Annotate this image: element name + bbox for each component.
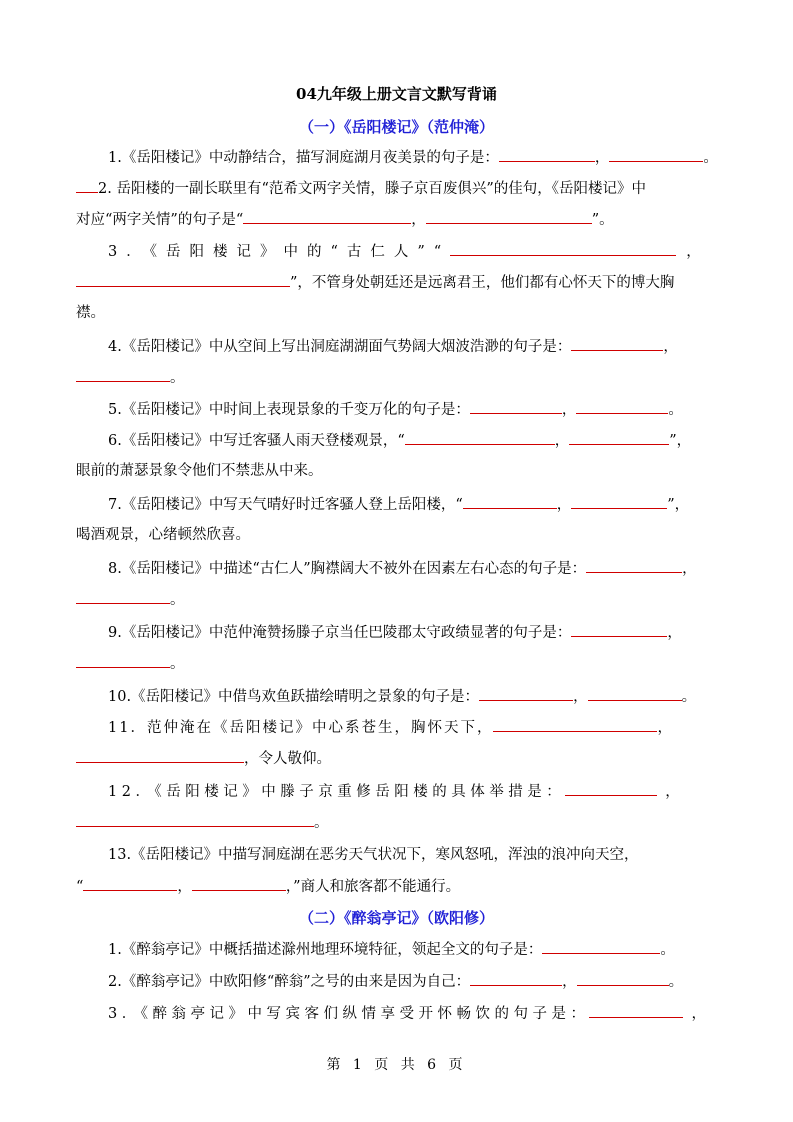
answer-blank[interactable] <box>76 748 244 763</box>
answer-blank[interactable] <box>470 399 562 414</box>
question-6: 6.《岳阳楼记》中写迁客骚人雨天登楼观景，“ ， ”， <box>108 430 716 451</box>
question-8-cont: 。 <box>76 589 716 610</box>
answer-blank[interactable] <box>470 971 562 986</box>
answer-blank[interactable] <box>493 717 657 732</box>
question-2-1: 1.《醉翁亭记》中概括描述滁州地理环境特征，领起全文的句子是： 。 <box>108 939 716 960</box>
answer-blank[interactable] <box>243 209 411 224</box>
answer-blank[interactable] <box>542 939 660 954</box>
question-2: 2. 岳阳楼的一副长联里有“范希文两字关情，滕子京百废俱兴”的佳句，《岳阳楼记》中 <box>76 178 716 199</box>
answer-blank[interactable] <box>83 876 177 891</box>
answer-blank[interactable] <box>586 558 682 573</box>
answer-blank[interactable] <box>565 781 657 796</box>
answer-blank[interactable] <box>479 686 573 701</box>
question-4: 4.《岳阳楼记》中从空间上写出洞庭湖湖面气势阔大烟波浩渺的句子是： ， <box>108 336 716 357</box>
answer-blank[interactable] <box>76 367 170 382</box>
question-7: 7.《岳阳楼记》中写天气晴好时迁客骚人登上岳阳楼，“ ， ”， <box>108 494 716 515</box>
question-3: 3．《岳阳楼记》中的“古仁人”“ ， <box>108 241 716 262</box>
question-12-cont: 。 <box>76 812 716 833</box>
answer-blank[interactable] <box>76 653 170 668</box>
page-footer: 第 1 页 共 6 页 <box>326 1057 467 1073</box>
question-2-3: 3．《醉翁亭记》中写宾客们纵情享受开怀畅饮的句子是： ， <box>108 1003 716 1024</box>
answer-blank[interactable] <box>76 272 290 287</box>
section-heading-1: （一）《岳阳楼记》（范仲淹） <box>298 118 494 136</box>
question-11: 11．范仲淹在《岳阳楼记》中心系苍生，胸怀天下， ， <box>108 717 716 738</box>
question-12: 12．《岳阳楼记》中滕子京重修岳阳楼的具体举措是： ， <box>108 781 716 802</box>
question-5: 5.《岳阳楼记》中时间上表现景象的千变万化的句子是： ， 。 <box>108 399 716 420</box>
answer-blank[interactable] <box>571 622 667 637</box>
question-11-cont: ，令人敬仰。 <box>76 748 716 769</box>
question-3-cont: ”，不管身处朝廷还是远离君王，他们都有心怀天下的博大胸 <box>76 272 716 293</box>
page-title: 04九年级上册文言文默写背诵 <box>296 85 497 103</box>
question-2-cont: 对应“两字关情”的句子是“ ， ”。 <box>76 209 716 230</box>
answer-blank[interactable] <box>569 430 669 445</box>
section-heading-2: （二）《醉翁亭记》（欧阳修） <box>298 909 494 927</box>
question-4-cont: 。 <box>76 367 716 388</box>
question-7-cont: 喝酒观景，心绪顿然欣喜。 <box>76 527 250 543</box>
question-3-end: 襟。 <box>76 305 105 321</box>
answer-blank[interactable] <box>463 494 557 509</box>
answer-blank[interactable] <box>76 812 314 827</box>
answer-blank[interactable] <box>589 1003 683 1018</box>
question-8: 8.《岳阳楼记》中描述“古仁人”胸襟阔大不被外在因素左右心态的句子是： ， <box>108 558 716 579</box>
question-13-cont: “ ， ，”商人和旅客都不能通行。 <box>76 876 716 897</box>
answer-blank[interactable] <box>426 209 592 224</box>
question-9-cont: 。 <box>76 653 716 674</box>
question-6-cont: 眼前的萧瑟景象令他们不禁悲从中来。 <box>76 463 323 479</box>
answer-blank[interactable] <box>571 336 663 351</box>
question-9: 9.《岳阳楼记》中范仲淹赞扬滕子京当任巴陵郡太守政绩显著的句子是： ， <box>108 622 716 643</box>
answer-blank[interactable] <box>571 494 667 509</box>
question-13: 13.《岳阳楼记》中描写洞庭湖在恶劣天气状况下，寒风怒吼，浑浊的浪冲向天空， <box>108 847 639 863</box>
answer-blank[interactable] <box>609 147 703 162</box>
answer-blank[interactable] <box>588 686 682 701</box>
answer-blank[interactable] <box>576 399 668 414</box>
answer-blank[interactable] <box>405 430 555 445</box>
answer-blank[interactable] <box>76 178 98 193</box>
answer-blank[interactable] <box>499 147 595 162</box>
answer-blank[interactable] <box>192 876 286 891</box>
answer-blank[interactable] <box>450 241 676 256</box>
question-1: 1.《岳阳楼记》中动静结合，描写洞庭湖月夜美景的句子是： ， 。 <box>108 147 716 168</box>
answer-blank[interactable] <box>577 971 669 986</box>
answer-blank[interactable] <box>76 589 170 604</box>
question-10: 10.《岳阳楼记》中借鸟欢鱼跃描绘晴明之景象的句子是： ， 。 <box>108 686 716 707</box>
question-2-2: 2.《醉翁亭记》中欧阳修“醉翁”之号的由来是因为自己： ， 。 <box>108 971 716 992</box>
